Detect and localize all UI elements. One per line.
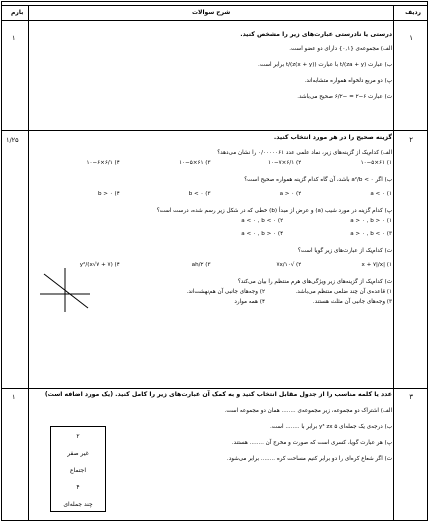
q2-b-opt-4[interactable]: ۴) b > ۰ xyxy=(97,191,120,197)
q2-a-opt-1[interactable]: ۱) ۶۱×۱۰−۵ xyxy=(360,160,392,166)
q2-a-text: الف) کدام‌یک از گزینه‌های زیر، نماد علمی عدد ۰/۰۰۰۰۰۶۱ را نشان می‌دهد؟ xyxy=(217,150,392,156)
q2-t-opt-3[interactable]: ۳) ah/۲ xyxy=(191,262,211,268)
word-bank xyxy=(50,426,106,512)
q1-item-a: الف) مجموعه‌ی {۰,۱} دارای دو عضو است. xyxy=(289,46,392,52)
q2-p-opt-4[interactable]: ۴) a < ۰ , b > ۰ xyxy=(241,231,284,237)
q2-s-text: ث) کدام‌یک از گزینه‌های زیر ویژگی‌های هرم منتظم را بیان می‌کند؟ xyxy=(237,279,392,285)
q1-item-t: ت) عبارت ۶−۲ = −۶/۲ صحیح می‌باشد. xyxy=(297,94,392,100)
q1-title: درستی یا نادرستی عبارت‌های زیر را مشخص کنید. xyxy=(240,31,392,38)
row-column-divider xyxy=(393,6,394,520)
header-row-label: ردیف xyxy=(405,9,421,16)
q1-body xyxy=(29,30,392,102)
q2-a-opt-3[interactable]: ۳) ۶۱×۱۰−۵ xyxy=(179,160,211,166)
q1-number: ۱ xyxy=(409,34,413,42)
line-graph xyxy=(40,268,90,312)
q2-p-opt-3[interactable]: ۳) a > ۰ , b < ۰ xyxy=(350,231,392,237)
q2-b-text: ب) اگر ۰ > a²/b باشد، آن گاه کدام گزینه همواره صحیح است؟ xyxy=(244,177,392,183)
q3-number: ۳ xyxy=(409,393,413,401)
q2-b-opt-3[interactable]: ۳) b < ۰ xyxy=(188,191,211,197)
word-bank-item: ۴ xyxy=(76,484,80,491)
q2-b-opt-1[interactable]: ۱) a < ۰ xyxy=(370,191,392,197)
q1-score: ۱ xyxy=(12,34,16,42)
word-bank-item: غیر صفر xyxy=(67,450,89,457)
q3-item-t: ت) اگر شعاع کره‌ای را دو برابر کنیم مساحت کره ........ برابر می‌شود. xyxy=(226,456,392,462)
q2-b-opt-2[interactable]: ۲) a > ۰ xyxy=(279,191,302,197)
word-bank-item: اجتماع xyxy=(69,467,87,474)
q2-a-opt-2[interactable]: ۲) ۶/۱×۱۰−۷ xyxy=(267,160,302,166)
row-divider-2 xyxy=(2,388,427,389)
q3-item-p: پ) هر عبارت گویا، کسری است که صورت و مخرج آن ........ هستند. xyxy=(231,440,392,446)
q2-p-options-row1 xyxy=(174,216,392,226)
q2-t-opt-2[interactable]: ۲) √۷x/۱۰ xyxy=(276,262,302,268)
q2-p-opt-2[interactable]: ۲) a < ۰ , b < ۰ xyxy=(241,218,284,224)
header-score-label: بارم xyxy=(11,9,24,16)
q2-s-opt-4[interactable]: ۴) همه موارد xyxy=(234,299,265,305)
q2-p-options-row2 xyxy=(174,229,392,239)
q2-s-options-row1 xyxy=(138,287,392,297)
table-header xyxy=(2,6,427,21)
q2-score: ۱/۲۵ xyxy=(6,136,19,144)
q2-s-opt-3[interactable]: ۳) وجه‌های جانبی آن مثلث هستند. xyxy=(312,299,392,305)
q3-item-b: ب) درجه‌ی یک جمله‌ای y³ zx ۵ برابر با ........ است. xyxy=(270,424,392,430)
q2-b-options xyxy=(29,189,392,199)
q3-title: عدد یا کلمه مناسب را از جدول مقابل انتخاب کنید و به کمک آن عبارت‌های زیر را کامل کنید. (یک مورد اضافه است) xyxy=(44,391,392,398)
q2-s-opt-1[interactable]: ۱) قاعده‌ی آن چند ضلعی منتظم می‌باشد. xyxy=(295,289,392,295)
q2-a-options xyxy=(29,158,392,168)
graph-line xyxy=(44,274,88,308)
row-divider-1 xyxy=(2,130,427,131)
q1-item-b: ب) عبارت (za + y)/t با عبارت (z(x + y))/t برابر است. xyxy=(258,62,392,68)
q2-p-opt-1[interactable]: ۱) a > ۰ , b > ۰ xyxy=(350,218,392,224)
q2-t-opt-1[interactable]: ۱) |x + ۷|/x xyxy=(361,262,392,268)
q2-p-text: پ) کدام گزینه در مورد شیب (a) و عرض از مبدأ (b) خطی که در شکل زیر رسم شده، درست است؟ xyxy=(156,208,392,214)
q3-score: ۱ xyxy=(12,393,16,401)
q2-s-opt-2[interactable]: ۲) وجه‌های جانبی آن هم‌نهشت‌اند. xyxy=(186,289,265,295)
q3-item-a: الف) اشتراک دو مجموعه، زیر مجموعه‌ی ........ همان دو مجموعه است. xyxy=(224,408,392,414)
q1-item-p: پ) دو مربع دلخواه همواره متشابه‌اند. xyxy=(304,78,392,84)
header-question-label: شرح سوالات xyxy=(192,9,231,16)
exam-page xyxy=(1,1,428,521)
q2-t-text: ت) کدام‌یک از عبارت‌های زیر گویا است؟ xyxy=(297,248,392,254)
q2-a-opt-4[interactable]: ۴) ۶/۱×۱۰−۶ xyxy=(86,160,120,166)
q2-s-options-row2 xyxy=(138,297,392,307)
word-bank-item: ۲ xyxy=(76,433,80,440)
q2-number: ۲ xyxy=(409,136,413,144)
word-bank-item: چند جمله‌ای xyxy=(63,501,93,508)
q2-title: گزینه صحیح را در هر مورد انتخاب کنید. xyxy=(273,134,392,141)
q2-t-opt-4[interactable]: ۴) (x√۷ + ۷)/y² xyxy=(79,262,120,268)
